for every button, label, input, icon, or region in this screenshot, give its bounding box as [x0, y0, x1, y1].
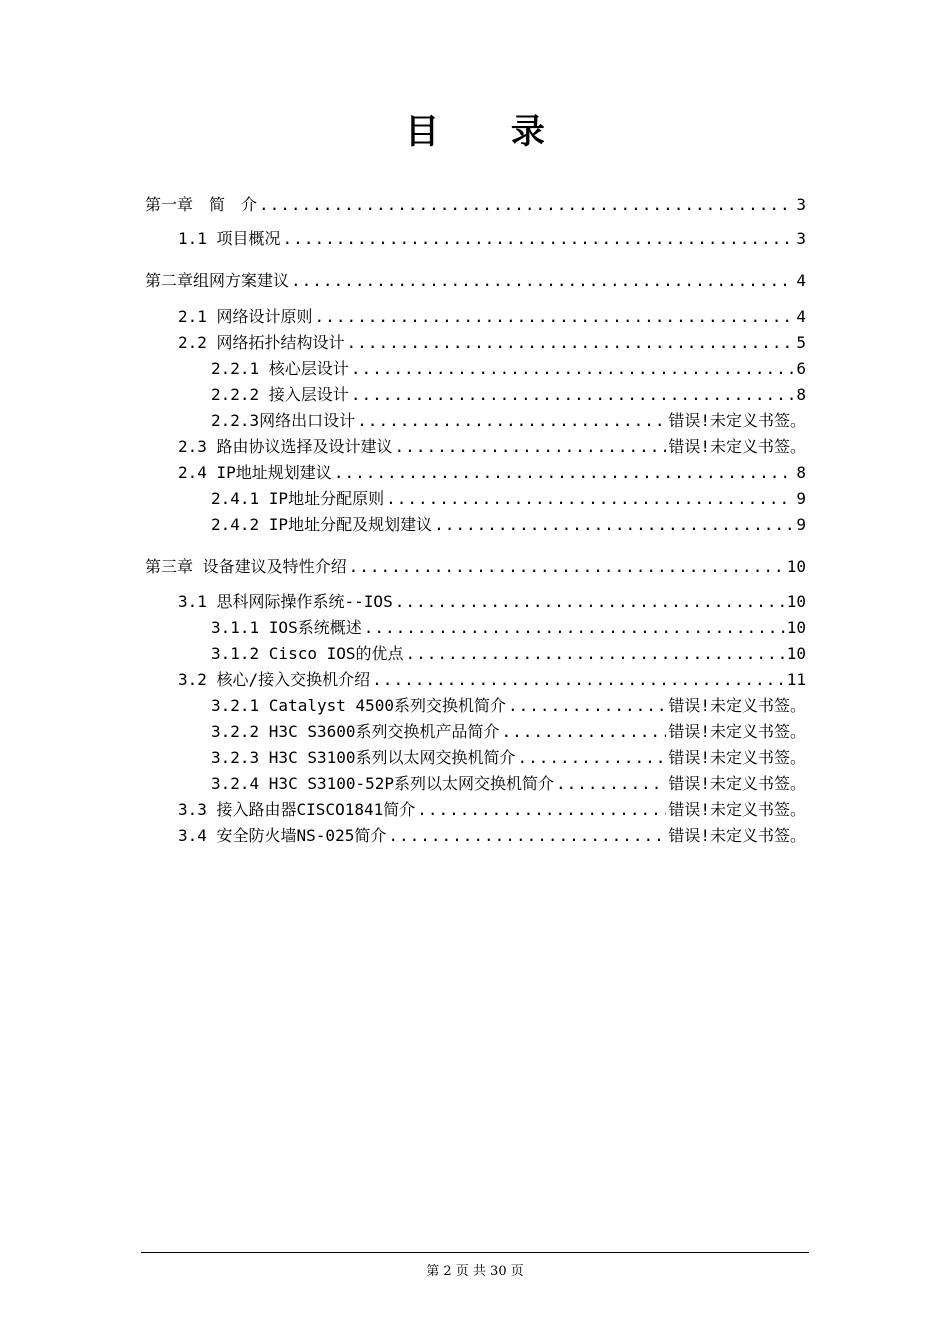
- toc-entry-label: 2.4.2 IP地址分配及规划建议: [211, 515, 433, 534]
- toc-entry-label: 2.4 IP地址规划建议: [178, 463, 332, 482]
- toc-entry-page: 5: [796, 333, 806, 352]
- toc-leader-dots: [502, 721, 667, 743]
- toc-entry[interactable]: [211, 773, 806, 795]
- toc-entry-label: 2.2 网络拓扑结构设计: [178, 333, 345, 352]
- toc-entry[interactable]: [145, 194, 806, 216]
- toc-entry-label: 1.1 项目概况: [178, 229, 281, 248]
- toc-leader-dots: [406, 643, 785, 665]
- toc-leader-dots: [556, 773, 666, 795]
- toc-leader-dots: [291, 270, 794, 292]
- toc-entry-page: 4: [796, 307, 806, 326]
- toc-entry-page: 错误!未定义书签。: [668, 774, 806, 793]
- toc-leader-dots: [315, 306, 795, 328]
- toc-entry-label: 第二章组网方案建议: [145, 271, 290, 290]
- toc-entry-label: 2.4.1 IP地址分配原则: [211, 489, 385, 508]
- toc-leader-dots: [351, 384, 795, 406]
- toc-entry[interactable]: [211, 410, 806, 432]
- toc-entry-page: 6: [796, 359, 806, 378]
- toc-leader-dots: [259, 194, 794, 216]
- toc-entry[interactable]: [178, 462, 806, 484]
- toc-entry-page: 8: [796, 463, 806, 482]
- toc-entry[interactable]: [145, 556, 806, 578]
- toc-entry[interactable]: [211, 643, 806, 665]
- toc-entry[interactable]: [178, 799, 806, 821]
- toc-leader-dots: [334, 462, 795, 484]
- toc-entry-label: 3.3 接入路由器CISCO1841简介: [178, 800, 416, 819]
- toc-entry[interactable]: [211, 488, 806, 510]
- toc-entry[interactable]: [211, 358, 806, 380]
- toc-entry[interactable]: [211, 384, 806, 406]
- toc-leader-dots: [283, 228, 795, 250]
- toc-leader-dots: [351, 358, 795, 380]
- page-title: 目 录: [405, 112, 575, 152]
- toc-entry-label: 2.2.3网络出口设计: [211, 411, 356, 430]
- toc-entry[interactable]: [178, 306, 806, 328]
- toc-entry[interactable]: [178, 332, 806, 354]
- toc-entry[interactable]: [211, 695, 806, 717]
- toc-entry[interactable]: [178, 591, 806, 613]
- toc-entry-label: 3.2.2 H3C S3600系列交换机产品简介: [211, 722, 500, 741]
- toc-entry[interactable]: [178, 436, 806, 458]
- toc-leader-dots: [508, 695, 666, 717]
- toc-entry[interactable]: [211, 721, 806, 743]
- toc-leader-dots: [357, 410, 666, 432]
- toc-leader-dots: [349, 556, 785, 578]
- toc-leader-dots: [388, 825, 666, 847]
- toc-entry-page: 10: [786, 644, 806, 663]
- toc-leader-dots: [395, 436, 667, 458]
- toc-entry-page: 错误!未定义书签。: [668, 696, 806, 715]
- toc-entry-label: 2.1 网络设计原则: [178, 307, 313, 326]
- toc-entry-page: 错误!未定义书签。: [668, 826, 806, 845]
- toc-entry[interactable]: [178, 228, 806, 250]
- toc-leader-dots: [518, 747, 667, 769]
- page-footer: 第 2 页 共 30 页: [426, 1264, 524, 1279]
- toc-entry-page: 8: [796, 385, 806, 404]
- toc-entry-label: 3.1.2 Cisco IOS的优点: [211, 644, 404, 663]
- toc-entry-page: 3: [796, 229, 806, 248]
- toc-entry[interactable]: [178, 825, 806, 847]
- toc-entry-page: 错误!未定义书签。: [668, 748, 806, 767]
- toc-entry-page: 错误!未定义书签。: [668, 411, 806, 430]
- toc-entry-label: 3.4 安全防火墙NS-025简介: [178, 826, 387, 845]
- toc-leader-dots: [372, 669, 785, 691]
- toc-entry-page: 错误!未定义书签。: [668, 800, 806, 819]
- toc-entry-page: 10: [786, 557, 806, 576]
- toc-leader-dots: [347, 332, 795, 354]
- toc-leader-dots: [395, 591, 785, 613]
- toc-entry-label: 3.1 思科网际操作系统--IOS: [178, 592, 393, 611]
- footer-divider: [141, 1252, 809, 1253]
- toc-entry-page: 9: [796, 515, 806, 534]
- toc-entry[interactable]: [211, 617, 806, 639]
- toc-entry-page: 4: [796, 271, 806, 290]
- toc-entry[interactable]: [211, 514, 806, 536]
- toc-entry-label: 3.2.4 H3C S3100-52P系列以太网交换机简介: [211, 774, 555, 793]
- toc-leader-dots: [386, 488, 794, 510]
- toc-leader-dots: [364, 617, 785, 639]
- toc-entry-label: 2.2.2 接入层设计: [211, 385, 349, 404]
- toc-entry[interactable]: [178, 669, 806, 691]
- toc-entry-page: 10: [786, 618, 806, 637]
- toc-entry-page: 3: [796, 195, 806, 214]
- toc-entry-page: 错误!未定义书签。: [668, 437, 806, 456]
- toc-leader-dots: [434, 514, 794, 536]
- toc-entry-label: 第三章 设备建议及特性介绍: [145, 557, 347, 576]
- toc-entry-label: 3.2 核心/接入交换机介绍: [178, 670, 371, 689]
- toc-entry-label: 3.2.1 Catalyst 4500系列交换机简介: [211, 696, 507, 715]
- toc-entry-label: 3.1.1 IOS系统概述: [211, 618, 362, 637]
- toc-entry-page: 9: [796, 489, 806, 508]
- toc-entry-page: 10: [786, 592, 806, 611]
- toc-entry-label: 2.2.1 核心层设计: [211, 359, 349, 378]
- toc-entry-page: 错误!未定义书签。: [668, 722, 806, 741]
- toc-leader-dots: [417, 799, 666, 821]
- toc-entry-label: 3.2.3 H3C S3100系列以太网交换机简介: [211, 748, 516, 767]
- toc-entry[interactable]: [145, 270, 806, 292]
- toc-entry[interactable]: [211, 747, 806, 769]
- toc-entry-label: 第一章 简 介: [145, 195, 258, 214]
- toc-entry-page: 11: [786, 670, 806, 689]
- toc-entry-label: 2.3 路由协议选择及设计建议: [178, 437, 393, 456]
